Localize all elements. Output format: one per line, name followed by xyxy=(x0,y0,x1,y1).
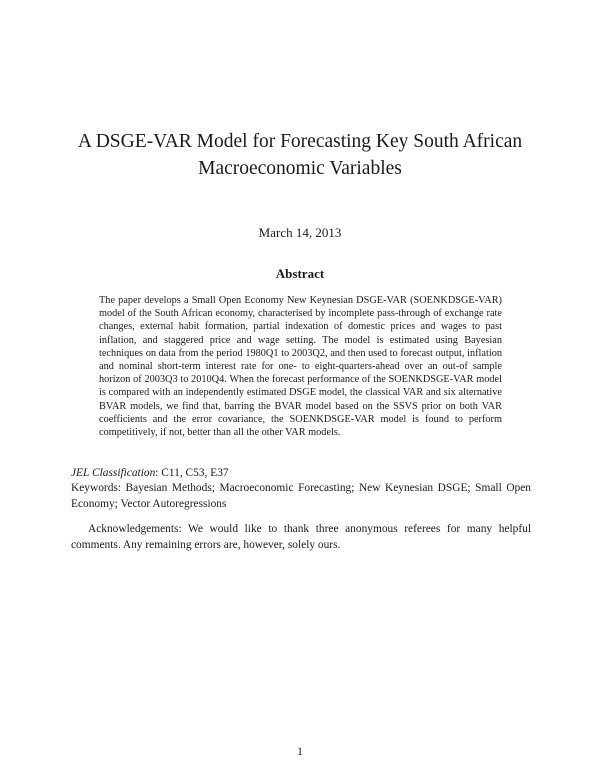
keywords: Keywords: Bayesian Methods; Macroeconomic Forecasting; New Keynesian DSGE; Small Open Economy; Vector Autoregressions xyxy=(71,482,531,510)
abstract-heading: Abstract xyxy=(275,266,325,281)
paper-date: March 14, 2013 xyxy=(258,225,342,240)
jel-label: JEL Classification xyxy=(71,467,156,479)
paper-title: A DSGE-VAR Model for Forecasting Key South African Macroeconomic Variables xyxy=(77,131,523,179)
jel-codes: : C11, C53, E37 xyxy=(155,467,229,479)
abstract-body: The paper develops a Small Open Economy New Keynesian DSGE-VAR (SOENKDSGE-VAR) model of the South African economy, characterised by incomplete pass-through of exchange rate changes, external habit formation, partial indexation of domestic prices and wages to past inflation, and staggered price and wage setting. The model is estimated using Bayesian techniques on data from the period 1980Q1 to 2003Q2, and then used to forecast output, inflation and nominal short-term interest rate for one- to eight-quarters-ahead over an out-of sample horizon of 2003Q3 to 2010Q4. When the forecast performance of the SOENKDSGE-VAR model is compared with an independently estimated DSGE model, the classical VAR and six alternative BVAR models, we find that, barring the BVAR model based on the SSVS prior on both VAR coefficients and the error covariance, the SOENKDSGE-VAR model is found to perform competitively, if not, better than all the other VAR models. xyxy=(99,295,502,439)
jel-classification xyxy=(71,466,531,481)
acknowledgements: Acknowledgements: We would like to thank three anonymous referees for many helpful comments. Any remaining errors are, however, solely ours. xyxy=(71,523,531,551)
page-number: 1 xyxy=(297,746,303,758)
